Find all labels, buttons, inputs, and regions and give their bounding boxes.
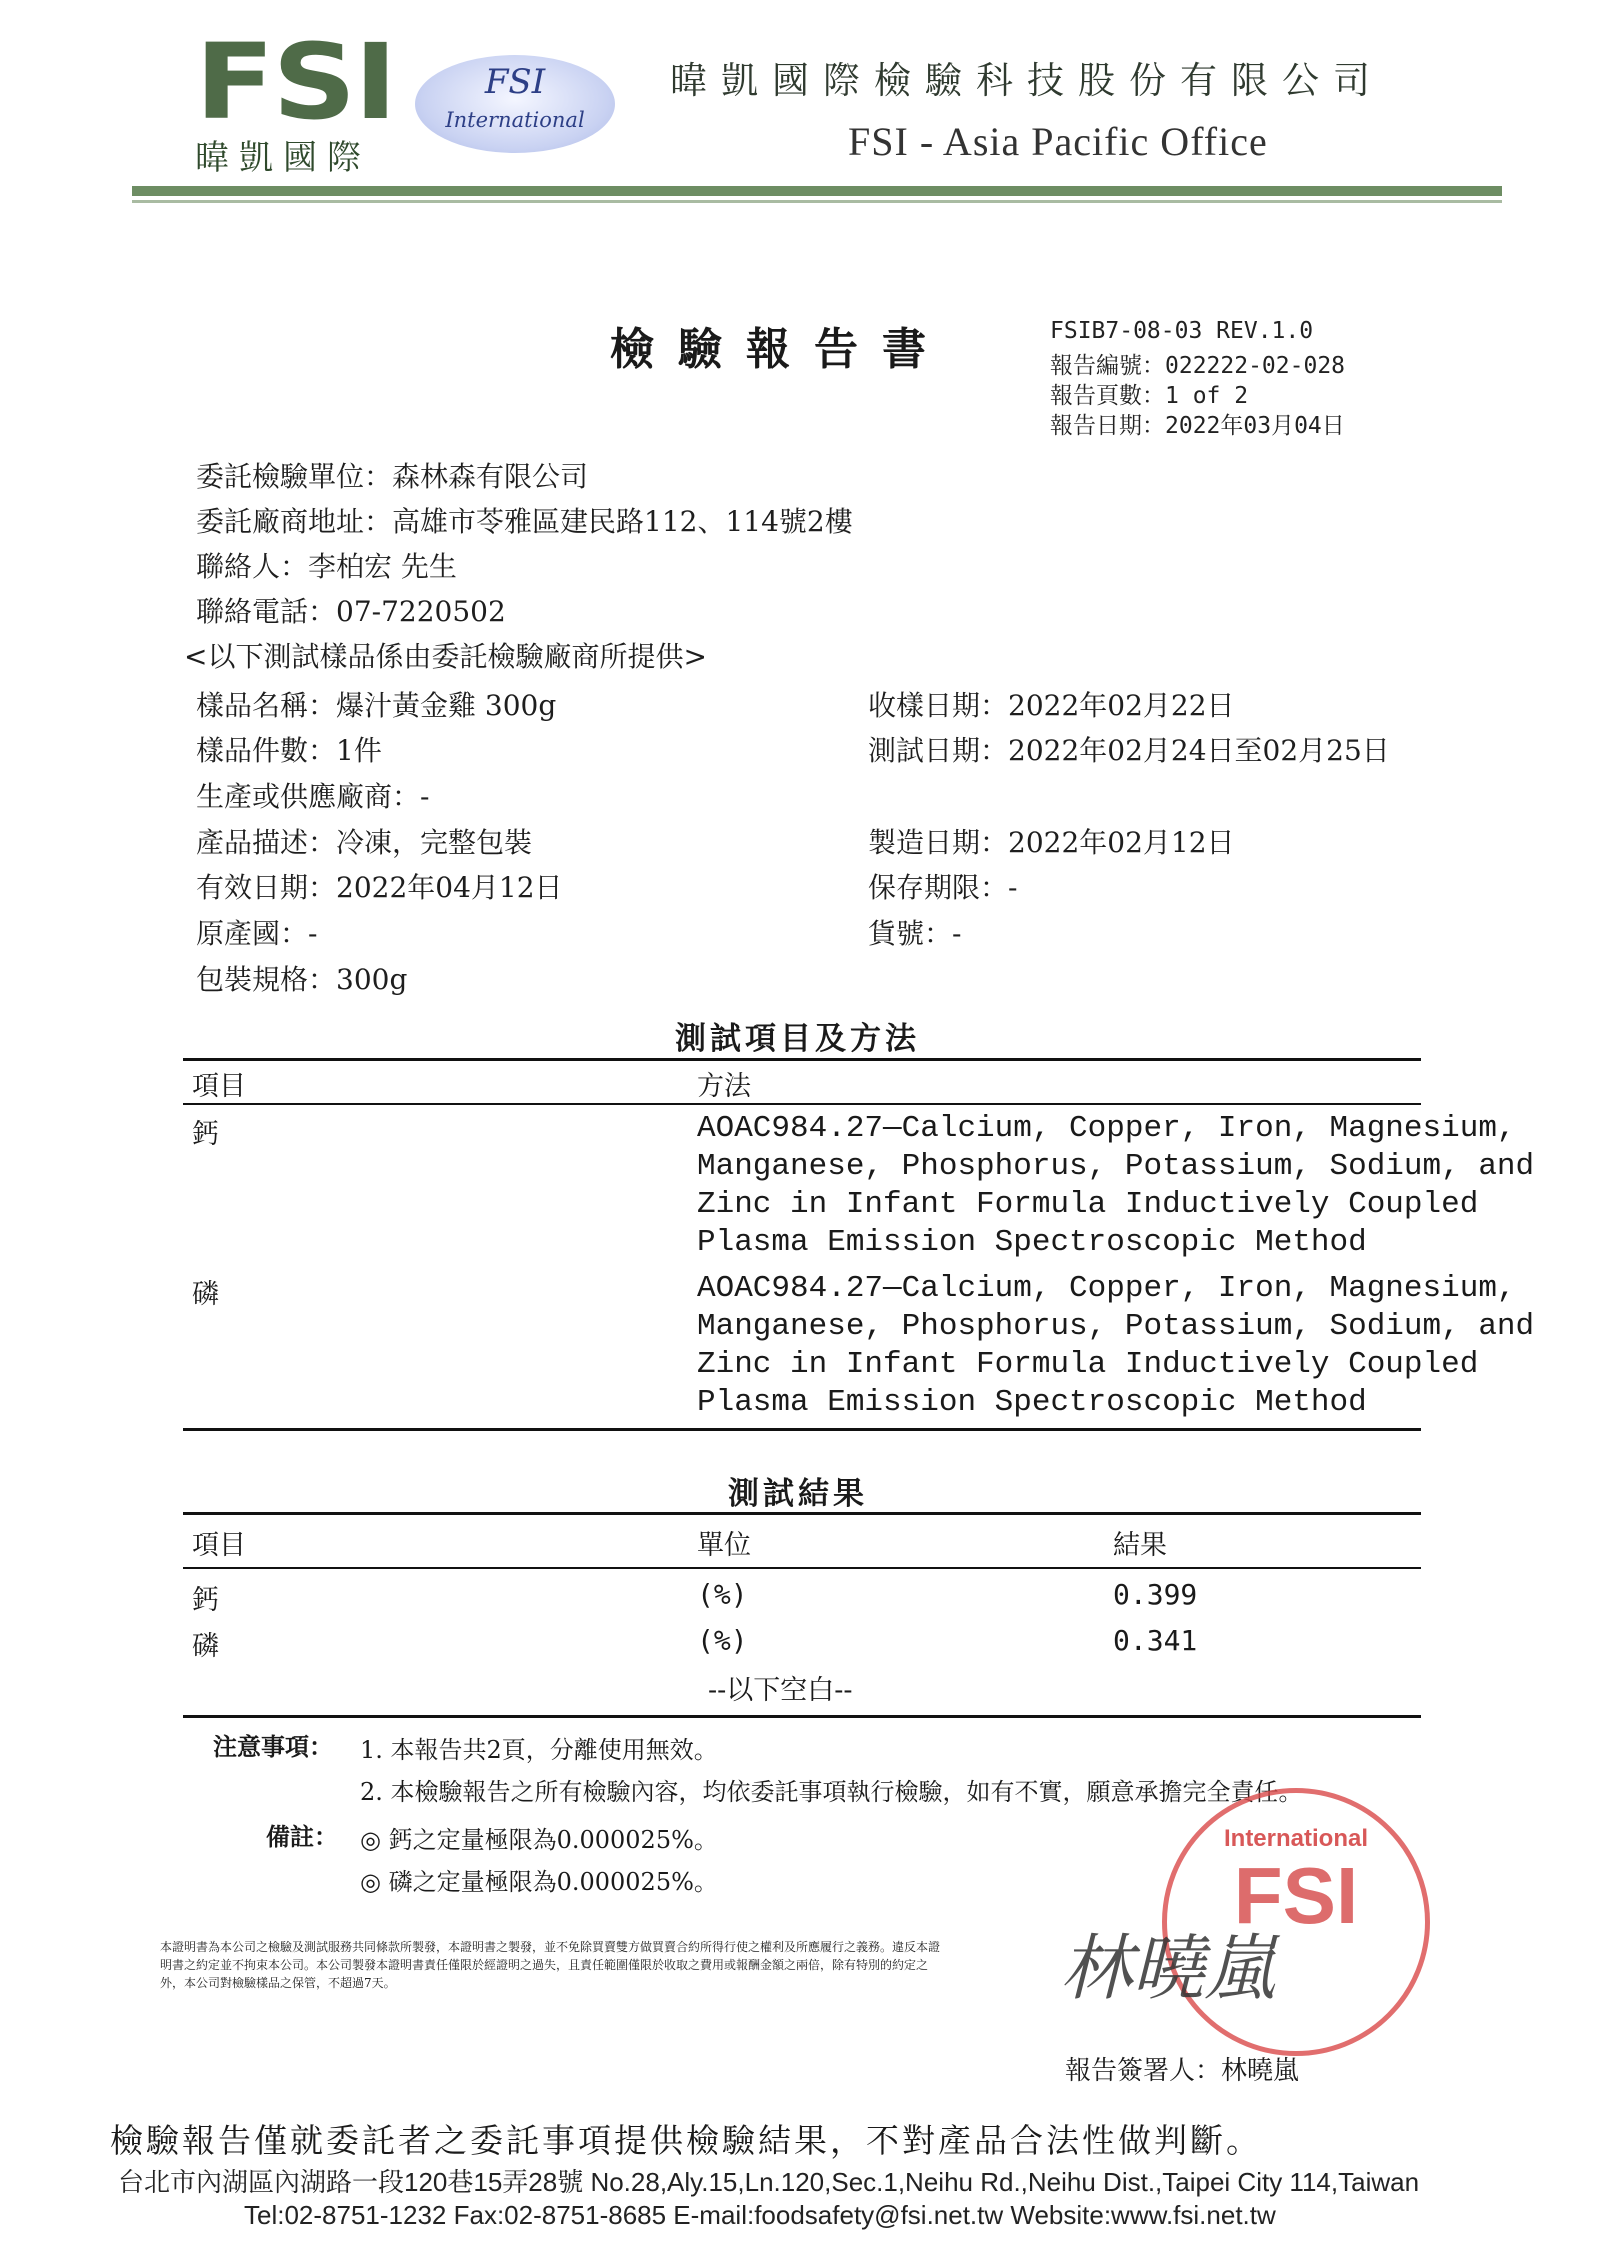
methods-col-method: 方法 xyxy=(697,1071,751,1102)
test-date: 測試日期：2022年02月24日至02月25日 xyxy=(868,734,1390,767)
report-page: 報告頁數：1 of 2 xyxy=(1050,383,1249,409)
company-name-chinese: 暐凱國際檢驗科技股份有限公司 xyxy=(670,59,1384,102)
methods-col-item: 項目 xyxy=(192,1071,246,1102)
client-contact: 聯絡人：李柏宏 先生 xyxy=(196,550,457,583)
note-1: 1. 本報告共2頁，分離使用無效。 xyxy=(360,1736,718,1764)
results-col-item: 項目 xyxy=(192,1530,246,1561)
sample-name: 樣品名稱：爆汁黃金雞 300g xyxy=(196,689,557,722)
report-date: 報告日期：2022年03月04日 xyxy=(1050,413,1345,439)
sample-expiry: 有效日期：2022年04月12日 xyxy=(196,871,563,904)
method-line: Zinc in Infant Formula Inductively Coupled xyxy=(697,1187,1479,1222)
remark-1: ◎ 鈣之定量極限為0.000025%。 xyxy=(360,1826,718,1854)
footer-disclaimer: 檢驗報告僅就委託者之委託事項提供檢驗結果，不對產品合法性做判斷。 xyxy=(110,2121,1262,2160)
footer-address: 台北市內湖區內湖路一段120巷15弄28號 No.28,Aly.15,Ln.120,Sec.1,Neihu Rd.,Neihu Dist.,Taipei City 114,Taiwan xyxy=(118,2167,1420,2197)
method-line: Manganese, Phosphorus, Potassium, Sodium, and xyxy=(697,1309,1535,1344)
shelf-life: 保存期限：- xyxy=(868,871,1018,904)
methods-table-top-rule xyxy=(183,1058,1421,1061)
sample-origin: 原產國：- xyxy=(196,917,318,950)
methods-header-rule xyxy=(183,1103,1421,1105)
sample-maker: 生產或供應廠商：- xyxy=(196,780,430,813)
method-row-item: 磷 xyxy=(192,1279,219,1310)
remarks-label: 備註： xyxy=(266,1822,338,1851)
method-line: Plasma Emission Spectroscopic Method xyxy=(697,1225,1367,1260)
methods-section-title: 測試項目及方法 xyxy=(675,1021,920,1057)
result-row-unit: (%) xyxy=(697,1578,748,1611)
report-signer: 報告簽署人：林曉嵐 xyxy=(1065,2056,1300,2086)
document-title: 檢驗報告書 xyxy=(610,324,950,375)
sample-packing: 包裝規格：300g xyxy=(196,963,408,996)
sample-description: 產品描述：冷凍，完整包裝 xyxy=(196,826,533,859)
method-line: Manganese, Phosphorus, Potassium, Sodium, and xyxy=(697,1149,1535,1184)
results-table-top-rule xyxy=(183,1512,1421,1515)
received-date: 收樣日期：2022年02月22日 xyxy=(868,689,1235,722)
fsi-logo-chinese: 暐凱國際 xyxy=(195,138,371,178)
results-section-title: 測試結果 xyxy=(728,1476,868,1512)
result-row-value: 0.341 xyxy=(1113,1624,1198,1657)
method-row-description xyxy=(697,1110,1534,1262)
client-unit: 委託檢驗單位：森林森有限公司 xyxy=(196,460,589,493)
method-line: AOAC984.27—Calcium, Copper, Iron, Magnesium, xyxy=(697,1111,1516,1146)
client-phone: 聯絡電話：07-7220502 xyxy=(196,595,506,628)
method-row-description xyxy=(697,1270,1534,1422)
header-divider-thin xyxy=(132,200,1502,203)
report-number: 報告編號：022222-02-028 xyxy=(1050,353,1346,379)
result-row-unit: (%) xyxy=(697,1624,748,1657)
sample-source-note: <以下測試樣品係由委託檢驗廠商所提供> xyxy=(184,640,707,673)
seal-fsi-text: FSI xyxy=(1233,1851,1359,1940)
emblem-international-text: International xyxy=(445,108,585,132)
results-table-bottom-rule xyxy=(183,1715,1421,1718)
result-row-item: 磷 xyxy=(192,1631,219,1662)
methods-table-bottom-rule xyxy=(183,1428,1421,1431)
method-row-item: 鈣 xyxy=(192,1119,219,1150)
method-line: Plasma Emission Spectroscopic Method xyxy=(697,1385,1367,1420)
note-2: 2. 本檢驗報告之所有檢驗內容，均依委託事項執行檢驗，如有不實，願意承擔完全責任。 xyxy=(360,1778,1303,1806)
remark-2: ◎ 磷之定量極限為0.000025%。 xyxy=(360,1868,718,1896)
fsi-logo: FSI xyxy=(195,21,396,143)
header-divider xyxy=(132,186,1502,196)
company-name-english: FSI - Asia Pacific Office xyxy=(848,119,1268,164)
manufacture-date: 製造日期：2022年02月12日 xyxy=(868,826,1235,859)
method-line: Zinc in Infant Formula Inductively Coupled xyxy=(697,1347,1479,1382)
seal-international-text: International xyxy=(1223,1825,1368,1852)
result-row-value: 0.399 xyxy=(1113,1578,1198,1611)
form-number: FSIB7-08-03 REV.1.0 xyxy=(1050,318,1314,344)
legal-fine-print: 本證明書為本公司之檢驗及測試服務共同條款所製發，本證明書之製發，並不免除買賣雙方做買賣合約所得行使之權利及所應履行之義務。違反本證明書之約定並不拘束本公司。本公司製發本證明書責任僅限於經證明之過失，且責任範圍僅限於收取之費用或報酬金額之兩倍，除有特別的約定之外，本公司對檢驗樣品之保管，不超過7天。 xyxy=(160,1940,941,1990)
handwritten-signature: 林曉嵐 xyxy=(1060,1926,1277,2010)
footer-contact: Tel:02-8751-1232 Fax:02-8751-8685 E-mail:foodsafety@fsi.net.tw Website:www.fsi.net.tw xyxy=(244,2200,1276,2230)
client-address: 委託廠商地址：高雄市苓雅區建民路112、114號2樓 xyxy=(196,505,853,538)
results-header-rule xyxy=(183,1567,1421,1569)
result-row-item: 鈣 xyxy=(192,1585,219,1616)
item-number: 貨號：- xyxy=(868,917,962,950)
emblem-fsi-text: FSI xyxy=(484,62,546,102)
results-end-marker: --以下空白-- xyxy=(708,1675,853,1706)
notes-label: 注意事項： xyxy=(213,1732,333,1761)
sample-count: 樣品件數：1件 xyxy=(196,734,382,767)
results-col-result: 結果 xyxy=(1113,1530,1167,1561)
results-col-unit: 單位 xyxy=(697,1530,751,1561)
method-line: AOAC984.27—Calcium, Copper, Iron, Magnesium, xyxy=(697,1271,1516,1306)
